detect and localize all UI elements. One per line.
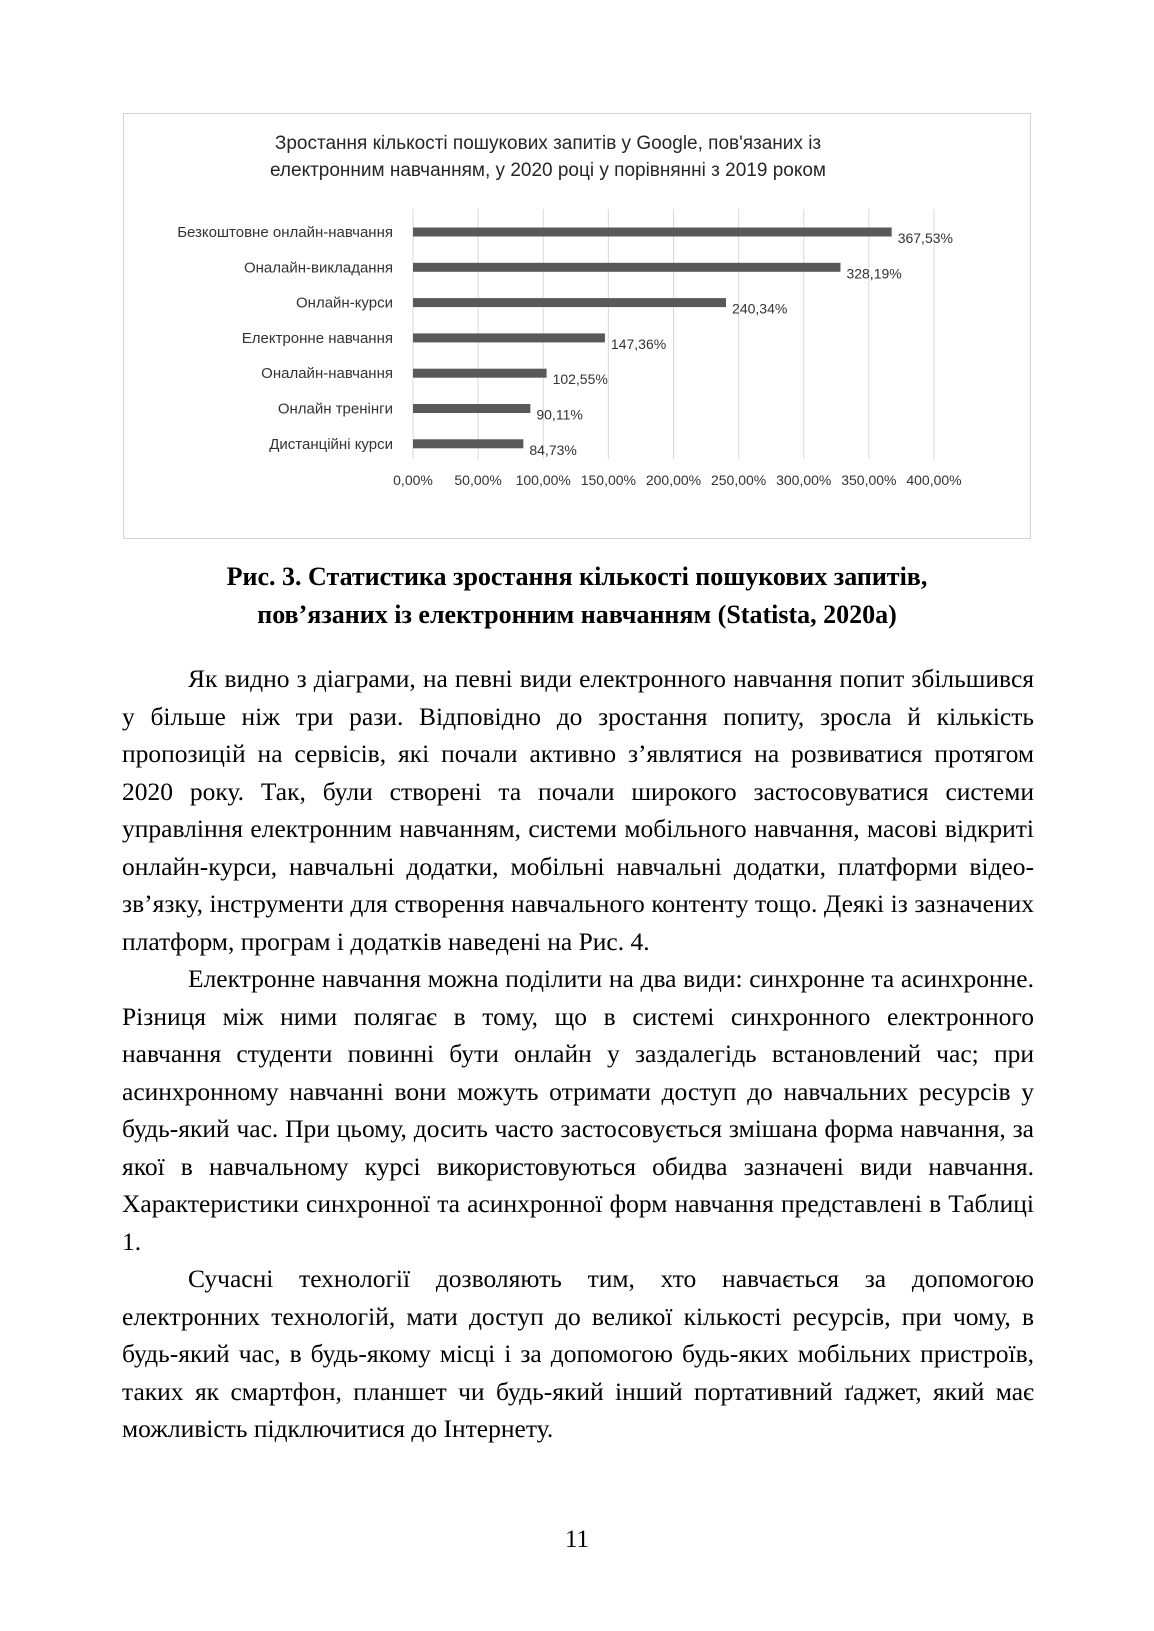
x-tick-label: 0,00% <box>393 472 433 488</box>
category-label: Безкоштовне онлайн-навчання <box>177 224 393 241</box>
value-label: 367,53% <box>897 230 953 246</box>
category-label: Оналайн-викладання <box>243 259 393 277</box>
figure-caption-line-2: пов’язаних із електронним навчанням (Statista, 2020a) <box>257 600 897 629</box>
bar <box>413 404 530 413</box>
page-number: 11 <box>564 1526 590 1553</box>
bar <box>413 333 605 342</box>
figure-caption <box>123 558 1031 634</box>
chart-svg <box>124 114 1032 540</box>
paragraph-3: Сучасні технології дозволяють тим, хто навчається за допомогою електронних технологій, мати доступ до великої кількості ресурсів, при чому, в будь-який час, в будь-якому місці і за допомогою будь-яких мобільних пристроїв, таких як смартфон, планшет чи будь-який інший портативний ґаджет, який має можливість підключитися до Інтернету. <box>122 1264 1034 1443</box>
bar <box>413 298 726 307</box>
bar <box>413 369 547 378</box>
x-tick-label: 200,00% <box>645 472 702 488</box>
bar <box>413 439 523 448</box>
figure-caption-line-1: Рис. 3. Статистика зростання кількості пошукових запитів, <box>226 562 928 591</box>
x-tick-label: 50,00% <box>454 472 502 488</box>
value-label: 147,36% <box>610 335 667 352</box>
paragraph-2: Електронне навчання можна поділити на два види: синхронне та асинхронне. Різниця між ними полягає в тому, що в системі синхронного електронного навчання студенти повинні бути онлайн у заздалегідь встановлений час; при асинхронному навчанні вони можуть отримати доступ до навчальних ресурсів у будь-який час. При цьому, досить часто застосовується змішана форма навчання, за якої в навчальному курсі використовуються обидва зазначені види навчання. Характеристики синхронної та асинхронної форм навчання представлені в Таблиці 1. <box>122 964 1034 1256</box>
body-text <box>122 660 1034 1448</box>
x-tick-label: 250,00% <box>710 472 767 488</box>
x-tick-label: 400,00% <box>906 472 962 488</box>
bar <box>413 228 892 237</box>
category-label: Дистанційні курси <box>269 435 393 453</box>
x-tick-label: 100,00% <box>515 472 571 488</box>
x-tick-label: 350,00% <box>841 472 897 488</box>
paragraph-1: Як видно з діаграми, на певні види електронного навчання попит збільшився у більше ніж три рази. Відповідно до зростання попиту, зросла й кількість пропозицій на сервісів, які почали активно з’являтися на розвиватися протягом 2020 року. Так, були створені та почали широкого застосовуватися системи управління електронним навчанням, системи мобільного навчання, масові відкриті онлайн-курси, навчальні додатки, мобільні навчальні додатки, платформи відео-зв’язку, інструменти для створення навчального контенту тощо. Деякі із зазначених платформ, програм і додатків наведені на Рис. 4. <box>122 664 1034 956</box>
category-label: Онлайн тренінги <box>277 400 393 418</box>
chart-title-line-1: Зростання кількості пошукових запитів у Google, пов'язаних із <box>274 133 822 154</box>
x-tick-label: 150,00% <box>580 472 637 488</box>
search-queries-chart <box>123 113 1031 539</box>
value-label: 102,55% <box>552 371 608 388</box>
chart-bars <box>177 224 953 458</box>
category-label: Онлайн-курси <box>296 294 393 312</box>
bar <box>413 263 840 272</box>
value-label: 240,34% <box>732 300 788 317</box>
category-label: Оналайн-навчання <box>261 365 393 383</box>
value-label: 90,11% <box>536 406 583 423</box>
value-label: 84,73% <box>529 441 577 458</box>
chart-x-axis <box>393 472 961 488</box>
category-label: Електронне навчання <box>241 329 393 347</box>
chart-title-line-2: електронним навчанням, у 2020 році у порівнянні з 2019 роком <box>269 160 827 181</box>
value-label: 328,19% <box>846 265 902 282</box>
x-tick-label: 300,00% <box>776 472 832 488</box>
